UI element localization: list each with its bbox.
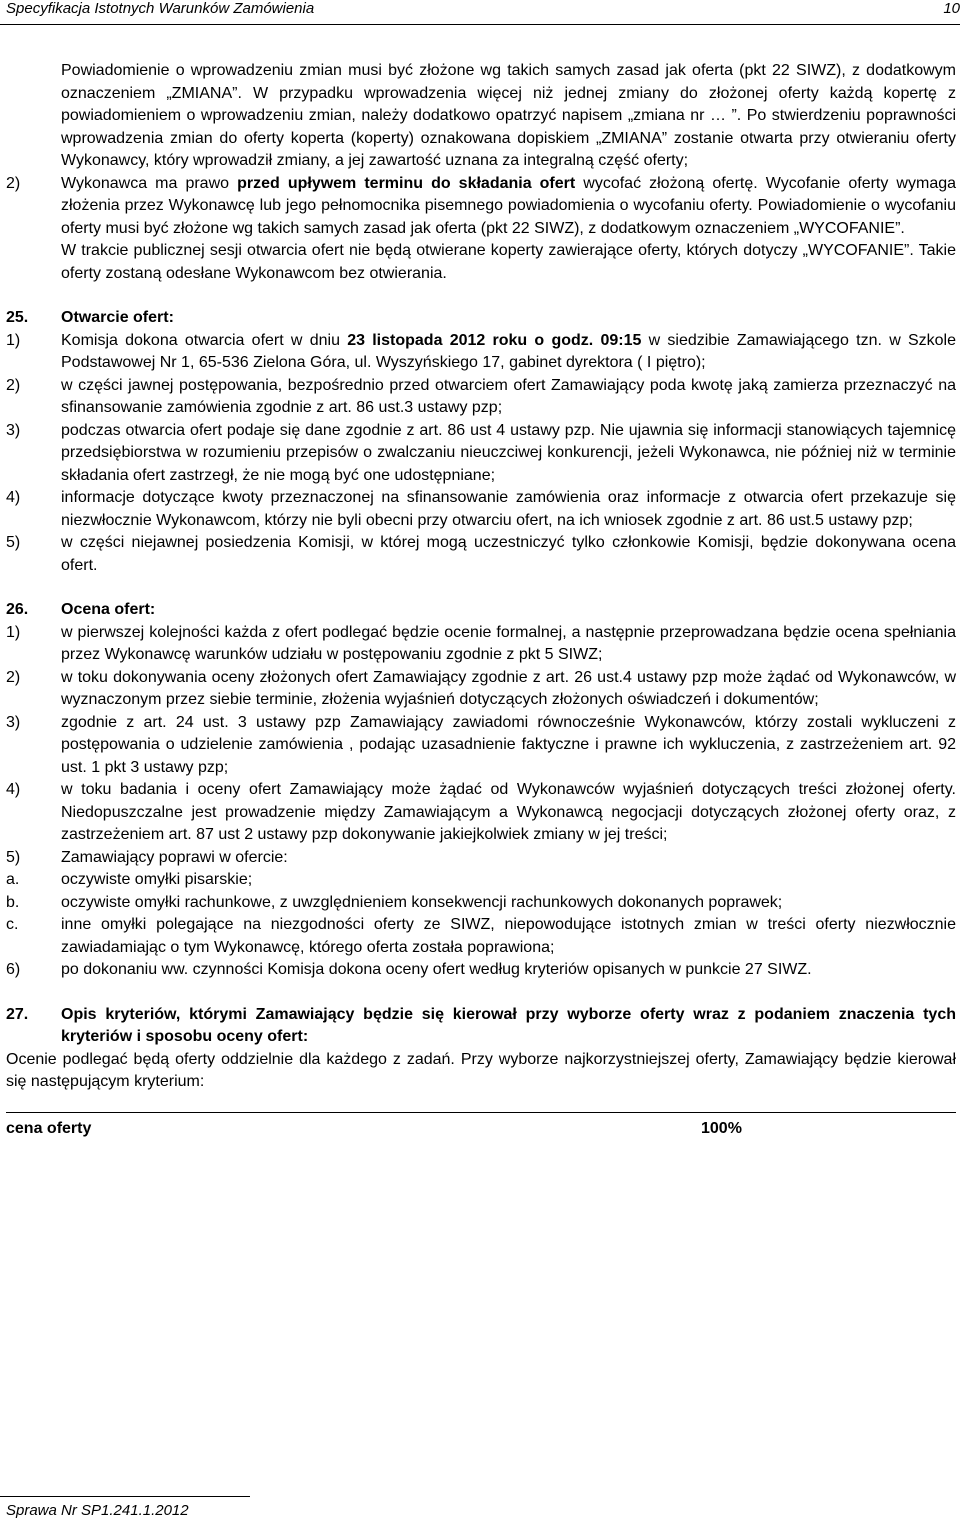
document-body: [6, 60, 956, 1140]
item-number: 3): [6, 421, 21, 439]
item-text: w pierwszej kolejności każda z ofert podlegać będzie ocenie formalnej, a następnie przeprowadzana będzie ocena spełniania przez Wykonawcę warunków udziału w postępowaniu zgodnie z pkt 5 SIWZ;: [61, 623, 956, 663]
item-bold-text: przed upływem terminu do składania ofert: [237, 174, 576, 192]
item-text-2: W trakcie publicznej sesji otwarcia ofert nie będą otwierane koperty zawierające oferty, których dotyczy „WYCOFANIE”. Takie oferty zostaną odesłane Wykonawcom bez otwierania.: [61, 242, 956, 282]
s26-item-6: [6, 959, 956, 982]
item-text: w siedzibie Zamawiającego tzn. w Szkole Podstawowej Nr 1, 65-536 Zielona Góra, ul. Wyszyńskiego 17, gabinet dyrektora ( I piętro);: [61, 331, 957, 371]
s26-item-1: [6, 622, 956, 667]
section-number: 25.: [6, 309, 29, 326]
item-text: w części niejawnej posiedzenia Komisji, w której mogą uczestniczyć tylko członkowie Komisji, będzie dokonywana ocena ofert.: [61, 534, 956, 574]
item-number: 2): [6, 174, 21, 192]
page-number: 10: [943, 0, 960, 17]
s26-item-b: [6, 892, 956, 915]
item-text: Komisja dokona otwarcia ofert w dniu: [61, 331, 348, 349]
item-number: 2): [6, 376, 21, 394]
item-text: wycofać złożoną ofertę. Wycofanie oferty wymaga złożenia przez Wykonawcę lub jego pełnomocnika pisemnego powiadomienia o wycofaniu oferty. Powiadomienie o wycofaniu oferty musi być złożone wg takich samych zasad jak oferta (pkt 22 SIWZ), z dodatkowym oznaczeniem „WYCOFANIE”.: [61, 174, 957, 237]
s25-item-3: [6, 420, 956, 488]
intro-text: Powiadomienie o wprowadzeniu zmian musi być złożone wg takich samych zasad jak oferta (pkt 22 SIWZ), z dodatkowym oznaczeniem „ZMIANA”. W przypadku wprowadzenia więcej niż jednej zmiany do złożonej oferty każdą kopertę z powiadomieniem o wprowadzeniu zmian, należy dodatkowo opatrzyć napisem „zmiana nr … ”. Po stwierdzeniu poprawności wprowadzenia zmian do oferty koperta (koperty) oznakowana dopiskiem „ZMIANA” zostanie otwarta przy otwieraniu oferty Wykonawcy, który wprowadził zmiany, a jej zawartość uznana za integralną część oferty;: [61, 62, 956, 169]
footer-case-number: Sprawa Nr SP1.241.1.2012: [6, 1502, 189, 1519]
criteria-row: [6, 1118, 956, 1141]
section-number: 26.: [6, 601, 29, 618]
section-27-heading: [6, 1004, 956, 1049]
item-number: 3): [6, 713, 21, 731]
item-text: po dokonaniu ww. czynności Komisja dokona oceny ofert według kryteriów opisanych w punkcie 27 SIWZ.: [61, 961, 812, 978]
item-text: w toku dokonywania oceny złożonych ofert Zamawiający zgodnie z art. 26 ust.4 ustawy pzp może żądać od Wykonawców, w wyznaczonym przez siebie terminie, złożenia wyjaśnień dotyczących złożonych oświadczeń i dokumentów;: [61, 668, 956, 708]
item-text: oczywiste omyłki pisarskie;: [61, 871, 253, 888]
item-2-withdrawal: [6, 173, 956, 286]
item-number: c.: [6, 916, 19, 933]
item-number: 2): [6, 668, 21, 686]
s26-item-5: [6, 847, 956, 870]
s25-item-2: [6, 375, 956, 420]
item-number: 4): [6, 489, 21, 506]
section-title: Ocena ofert:: [61, 601, 156, 618]
section-25-heading: [6, 307, 956, 330]
s26-item-c: [6, 914, 956, 959]
item-number: 4): [6, 781, 21, 798]
item-bold-text: 23 listopada 2012 roku o godz. 09:15: [347, 331, 642, 349]
s25-item-4: [6, 487, 956, 532]
item-text: Zamawiający poprawi w ofercie:: [61, 848, 288, 866]
s25-item-5: [6, 532, 956, 577]
item-number: 5): [6, 534, 21, 551]
item-number: 1): [6, 331, 21, 349]
criteria-weight: 100%: [701, 1119, 742, 1137]
s26-item-4: [6, 779, 956, 847]
item-text: w części jawnej postępowania, bezpośrednio przed otwarciem ofert Zamawiający poda kwotę jaką zamierza przeznaczyć na sfinansowanie zamówienia zgodnie z art. 86 ust.3 ustawy pzp;: [61, 376, 956, 416]
item-text: Wykonawca ma prawo: [61, 174, 238, 192]
intro-paragraph: [6, 60, 956, 173]
section-title: Opis kryteriów, którymi Zamawiający będzie się kierował przy wyborze oferty wraz z podaniem znaczenia tych kryteriów i sposobu oceny ofert:: [61, 1005, 956, 1045]
item-text: podczas otwarcia ofert podaje się dane zgodnie z art. 86 ust 4 ustawy pzp. Nie ujawnia się informacji stanowiących tajemnicę przedsiębiorstwa w rozumieniu przepisów o zwalczaniu nieuczciwej konkurencji, jeżeli Wykonawca, nie później niż w terminie składania ofert zastrzegł, że nie mogą być one udostępniane;: [61, 421, 956, 484]
criteria-name: cena oferty: [6, 1119, 92, 1137]
item-text: zgodnie z art. 24 ust. 3 ustawy pzp Zamawiający zawiadomi równocześnie Wykonawców, którzy zostali wykluczeni z postępowania o udzielenie zamówienia , podając uzasadnienie faktyczne i prawne ich wykluczenia, z zastrzeżeniem art. 92 ust. 1 pkt 3 ustawy pzp;: [61, 713, 956, 776]
criteria-divider: [6, 1112, 956, 1113]
item-text: w toku badania i oceny ofert Zamawiający może żądać od Wykonawców wyjaśnień dotyczących treści złożonej oferty. Niedopuszczalne jest prowadzenie między Zamawiającym a Wykonawcą negocjacji dotyczących złożonej oferty oraz, z zastrzeżeniem art. 87 ust 2 ustawy pzp dokonywanie jakiejkolwiek zmiany w jej treści;: [61, 781, 956, 843]
s26-item-a: [6, 869, 956, 892]
item-text: oczywiste omyłki rachunkowe, z uwzględnieniem konsekwencji rachunkowych dokonanych poprawek;: [61, 893, 783, 911]
s26-item-3: [6, 712, 956, 780]
header-divider: [0, 24, 960, 25]
s25-item-1: [6, 330, 956, 375]
item-number: 5): [6, 848, 21, 866]
section-title: Otwarcie ofert:: [61, 309, 174, 326]
section-27-body: Ocenie podlegać będą oferty oddzielnie dla każdego z zadań. Przy wyborze najkorzystniejszej oferty, Zamawiający będzie kierował się następującym kryterium:: [6, 1050, 956, 1090]
item-text: inne omyłki polegające na niezgodności oferty ze SIWZ, niepowodujące istotnych zmian w treści oferty niezwłocznie zawiadamiając o tym Wykonawcę, którego oferta została poprawiona;: [61, 916, 956, 956]
footer-divider: [0, 1496, 250, 1497]
s26-item-2: [6, 667, 956, 712]
item-number: a.: [6, 871, 20, 888]
header-title: Specyfikacja Istotnych Warunków Zamówienia: [6, 0, 315, 17]
item-text: informacje dotyczące kwoty przeznaczonej na sfinansowanie zamówienia oraz informacje z otwarcia ofert przekazuje się niezwłocznie Wykonawcom, którzy nie byli obecni przy otwarciu ofert, na ich wniosek zgodnie z art. 86 ust.5 ustawy pzp;: [61, 489, 956, 529]
item-number: b.: [6, 893, 20, 911]
section-26-heading: [6, 599, 956, 622]
section-number: 27.: [6, 1005, 29, 1023]
item-number: 1): [6, 623, 21, 641]
item-number: 6): [6, 961, 21, 978]
